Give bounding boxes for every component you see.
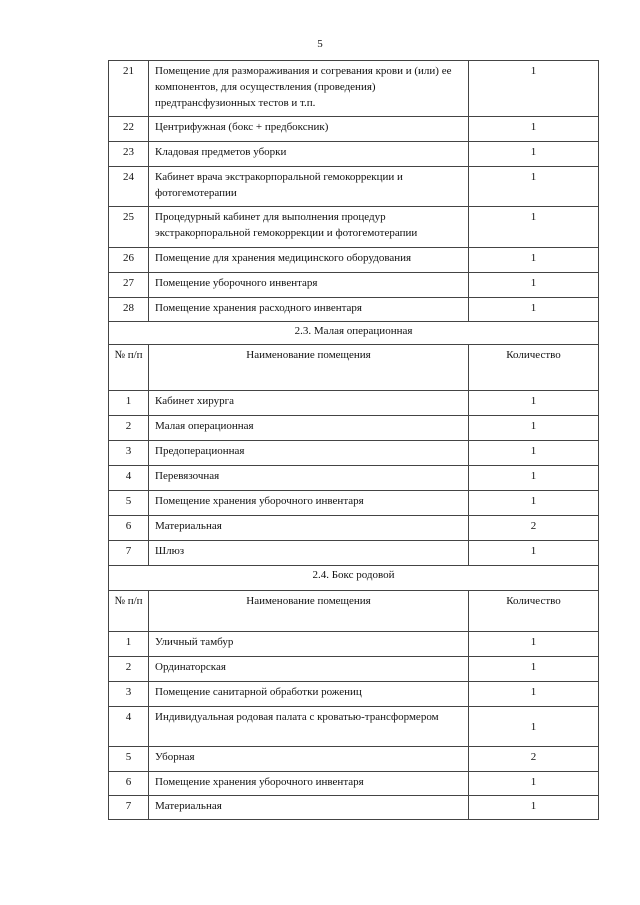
row-number: 27 bbox=[109, 273, 149, 298]
table-row bbox=[109, 516, 599, 541]
column-header-count: Количество bbox=[469, 345, 599, 391]
table-header-row bbox=[109, 591, 599, 632]
room-count: 1 bbox=[469, 207, 599, 248]
table-row bbox=[109, 747, 599, 772]
table-row bbox=[109, 772, 599, 796]
room-name: Помещение уборочного инвентаря bbox=[149, 273, 469, 298]
table-row bbox=[109, 207, 599, 248]
table-row bbox=[109, 391, 599, 416]
room-count: 1 bbox=[469, 796, 599, 820]
room-count: 1 bbox=[469, 248, 599, 273]
row-number: 21 bbox=[109, 61, 149, 117]
page-number: 5 bbox=[317, 38, 323, 50]
table-row bbox=[109, 441, 599, 466]
room-count: 1 bbox=[469, 416, 599, 441]
room-name: Ординаторская bbox=[149, 657, 469, 682]
table-row bbox=[109, 682, 599, 707]
row-number: 4 bbox=[109, 466, 149, 491]
row-number: 4 bbox=[109, 707, 149, 747]
row-number: 7 bbox=[109, 541, 149, 566]
table-row bbox=[109, 142, 599, 167]
room-count: 1 bbox=[469, 707, 599, 747]
row-number: 25 bbox=[109, 207, 149, 248]
room-name: Предоперационная bbox=[149, 441, 469, 466]
row-number: 26 bbox=[109, 248, 149, 273]
column-header-name: Наименование помещения bbox=[149, 591, 469, 632]
room-name: Помещение санитарной обработки рожениц bbox=[149, 682, 469, 707]
room-count: 2 bbox=[469, 516, 599, 541]
room-name: Процедурный кабинет для выполнения процедур экстракорпоральной гемокоррекции и фотогемотерапии bbox=[149, 207, 469, 248]
table-row bbox=[109, 248, 599, 273]
room-name: Перевязочная bbox=[149, 466, 469, 491]
room-name: Кабинет врача экстракорпоральной гемокоррекции и фотогемотерапии bbox=[149, 167, 469, 207]
room-count: 1 bbox=[469, 632, 599, 657]
room-name: Помещение хранения расходного инвентаря bbox=[149, 298, 469, 322]
row-number: 5 bbox=[109, 747, 149, 772]
room-name: Индивидуальная родовая палата с кроватью-трансформером bbox=[149, 707, 469, 747]
table-header-row bbox=[109, 345, 599, 391]
column-header-number: № п/п bbox=[109, 591, 149, 632]
room-name: Уборная bbox=[149, 747, 469, 772]
room-count: 1 bbox=[469, 167, 599, 207]
room-name: Шлюз bbox=[149, 541, 469, 566]
room-name: Материальная bbox=[149, 516, 469, 541]
room-count: 1 bbox=[469, 682, 599, 707]
row-number: 1 bbox=[109, 391, 149, 416]
row-number: 2 bbox=[109, 657, 149, 682]
table-row bbox=[109, 491, 599, 516]
room-name: Помещение для размораживания и согревания крови и (или) ее компонентов, для осуществления (проведения) предтрансфузионных тестов и т.п. bbox=[149, 61, 469, 117]
table-row bbox=[109, 632, 599, 657]
row-number: 23 bbox=[109, 142, 149, 167]
table-row bbox=[109, 707, 599, 747]
table-row bbox=[109, 298, 599, 322]
room-count: 1 bbox=[469, 491, 599, 516]
section-title: 2.4. Бокс родовой bbox=[109, 566, 599, 591]
row-number: 22 bbox=[109, 117, 149, 142]
room-count: 1 bbox=[469, 391, 599, 416]
row-number: 1 bbox=[109, 632, 149, 657]
room-name: Помещение хранения уборочного инвентаря bbox=[149, 491, 469, 516]
room-name: Уличный тамбур bbox=[149, 632, 469, 657]
table-row bbox=[109, 167, 599, 207]
table-row bbox=[109, 541, 599, 566]
row-number: 7 bbox=[109, 796, 149, 820]
column-header-number: № п/п bbox=[109, 345, 149, 391]
table-row bbox=[109, 796, 599, 820]
column-header-name: Наименование помещения bbox=[149, 345, 469, 391]
room-name: Центрифужная (бокс + предбоксник) bbox=[149, 117, 469, 142]
room-count: 1 bbox=[469, 273, 599, 298]
table-row bbox=[109, 657, 599, 682]
room-count: 1 bbox=[469, 441, 599, 466]
room-count: 1 bbox=[469, 61, 599, 117]
rooms-table-continued bbox=[108, 60, 599, 322]
table-row bbox=[109, 416, 599, 441]
birth-box-table bbox=[108, 565, 599, 820]
room-count: 1 bbox=[469, 142, 599, 167]
row-number: 28 bbox=[109, 298, 149, 322]
room-count: 1 bbox=[469, 117, 599, 142]
table-row bbox=[109, 466, 599, 491]
row-number: 3 bbox=[109, 682, 149, 707]
row-number: 6 bbox=[109, 516, 149, 541]
room-count: 1 bbox=[469, 657, 599, 682]
room-count: 2 bbox=[469, 747, 599, 772]
room-count: 1 bbox=[469, 466, 599, 491]
room-name: Материальная bbox=[149, 796, 469, 820]
row-number: 6 bbox=[109, 772, 149, 796]
room-name: Помещение для хранения медицинского оборудования bbox=[149, 248, 469, 273]
column-header-count: Количество bbox=[469, 591, 599, 632]
row-number: 3 bbox=[109, 441, 149, 466]
room-count: 1 bbox=[469, 772, 599, 796]
room-count: 1 bbox=[469, 541, 599, 566]
table-row bbox=[109, 273, 599, 298]
table-row bbox=[109, 61, 599, 117]
room-count: 1 bbox=[469, 298, 599, 322]
table-row bbox=[109, 117, 599, 142]
row-number: 5 bbox=[109, 491, 149, 516]
room-name: Помещение хранения уборочного инвентаря bbox=[149, 772, 469, 796]
room-name: Малая операционная bbox=[149, 416, 469, 441]
room-name: Кладовая предметов уборки bbox=[149, 142, 469, 167]
room-name: Кабинет хирурга bbox=[149, 391, 469, 416]
row-number: 2 bbox=[109, 416, 149, 441]
row-number: 24 bbox=[109, 167, 149, 207]
section-title: 2.3. Малая операционная bbox=[109, 322, 599, 345]
small-operating-room-table bbox=[108, 321, 599, 566]
